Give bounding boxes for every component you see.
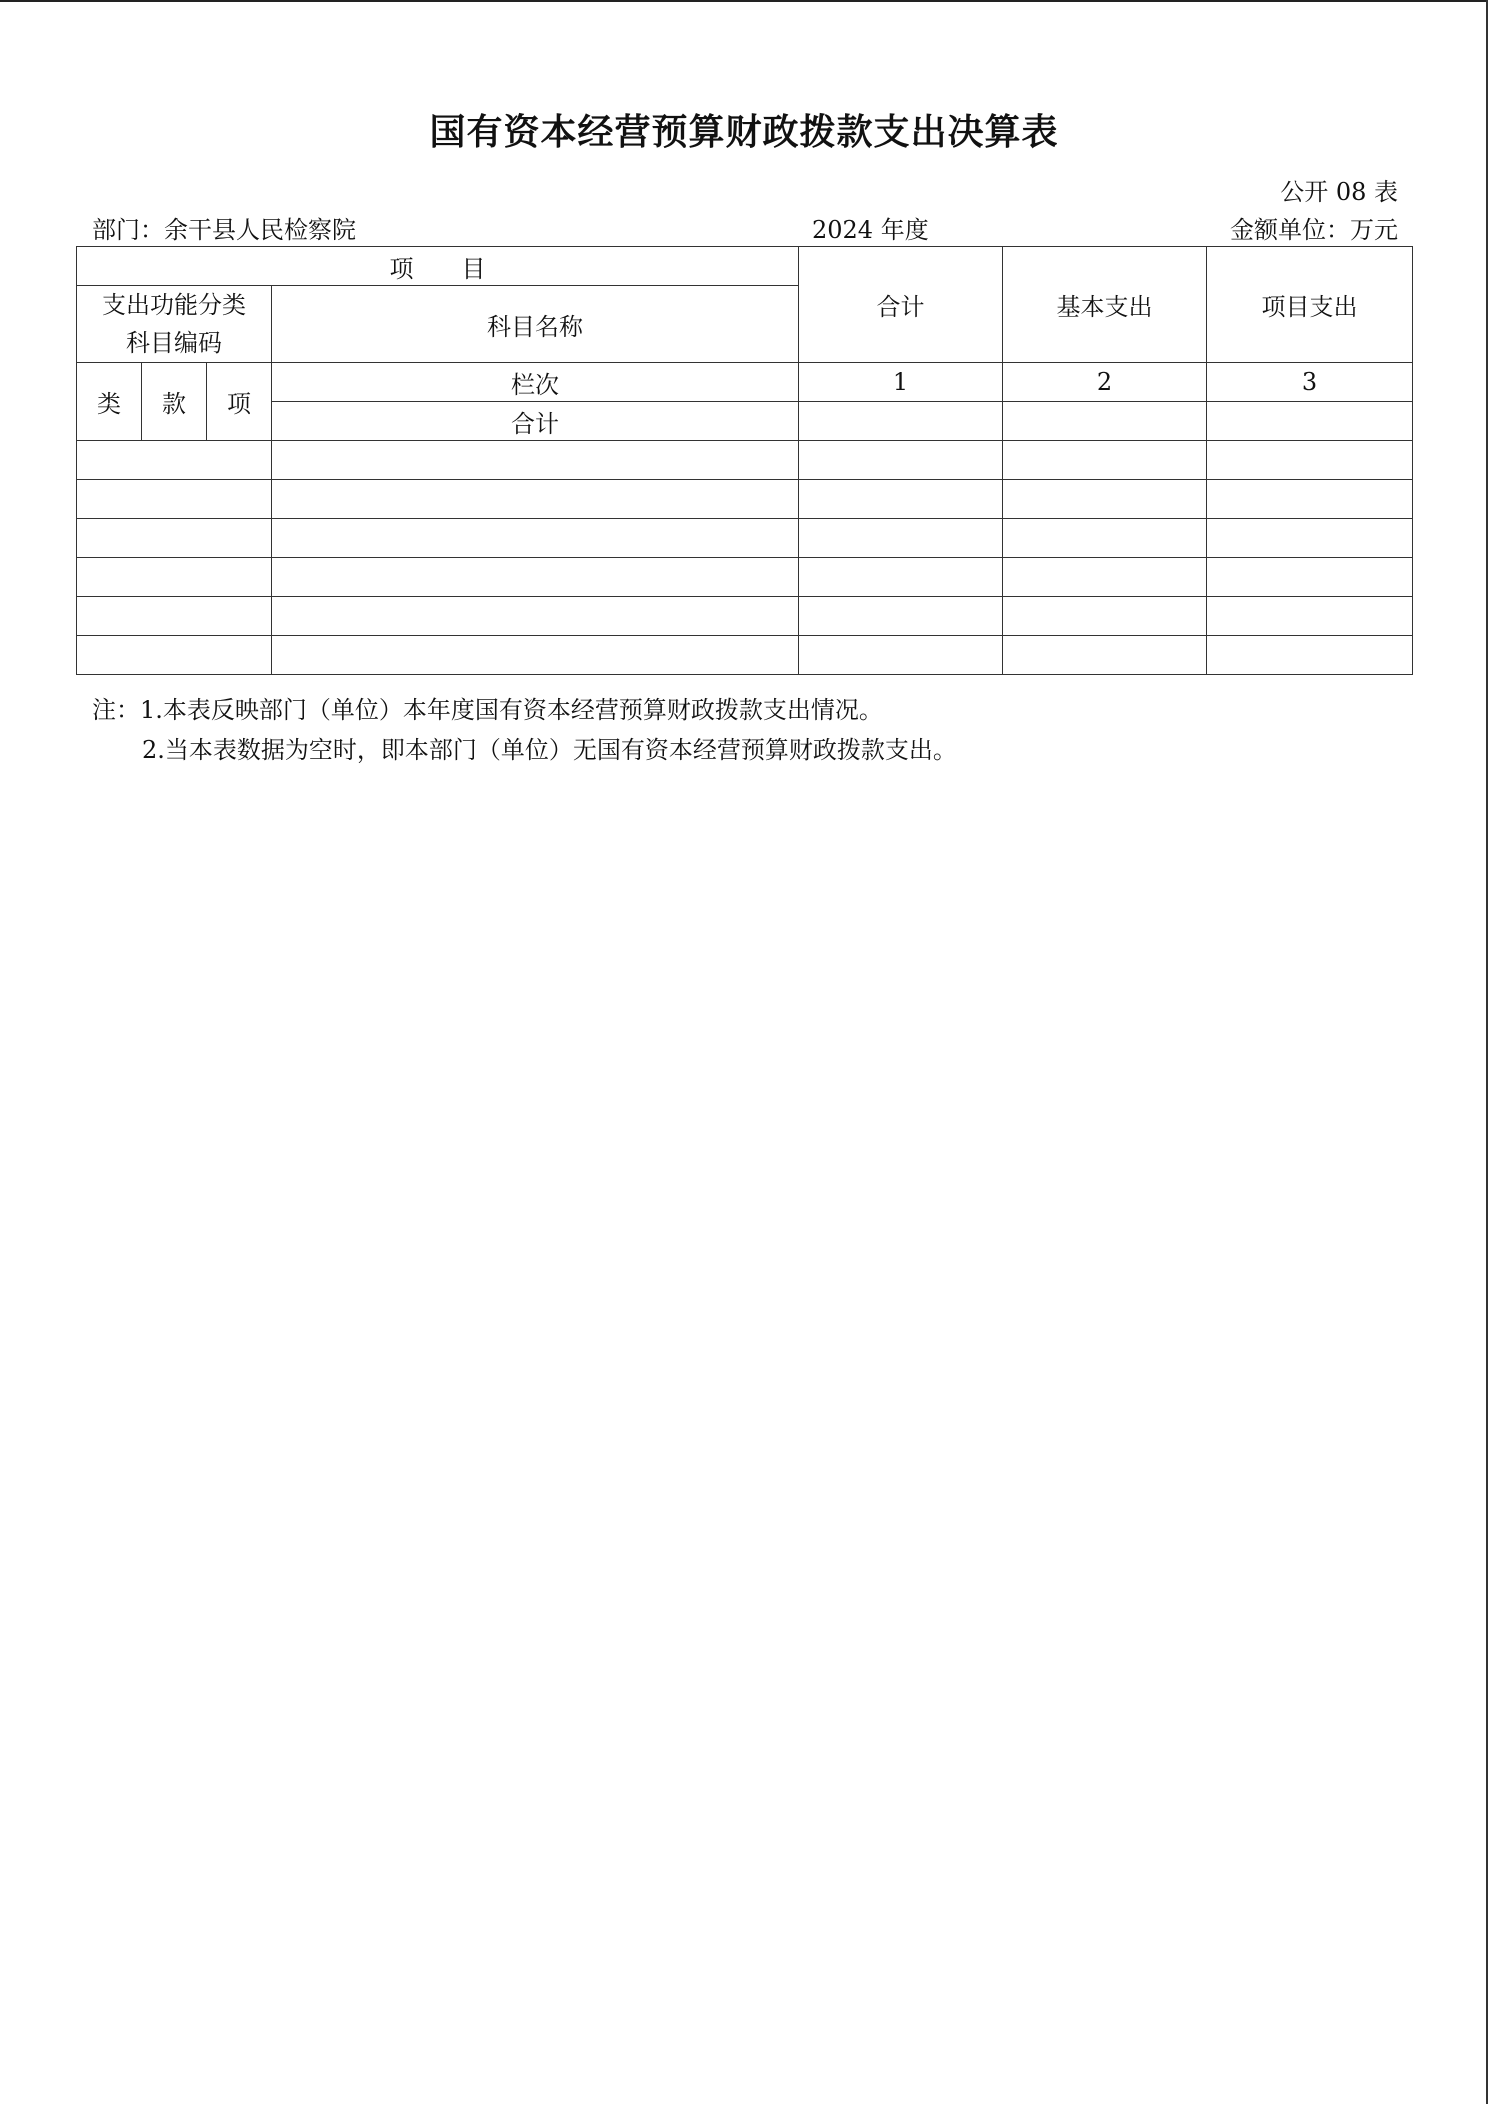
table-cell (1207, 558, 1413, 597)
table-cell (1207, 480, 1413, 519)
table-row (77, 519, 1413, 558)
total-value-cell (799, 402, 1003, 441)
total-row-label: 合计 (272, 402, 799, 441)
table-cell (1003, 519, 1207, 558)
table-cell (799, 636, 1003, 675)
header-project-expenditure: 项目支出 (1207, 247, 1413, 363)
table-cell (77, 597, 272, 636)
table-cell (77, 441, 272, 480)
header-row-1 (77, 247, 1413, 286)
column-index-3: 3 (1207, 363, 1413, 402)
column-index-1: 1 (799, 363, 1003, 402)
table-cell (799, 597, 1003, 636)
table-cell (1207, 519, 1413, 558)
row-column-numbers (77, 363, 1413, 402)
header-basic-expenditure: 基本支出 (1003, 247, 1207, 363)
table-cell (1207, 597, 1413, 636)
total-project-cell (1207, 402, 1413, 441)
header-function-code-line2: 科目编码 (126, 329, 222, 357)
table-cell (272, 480, 799, 519)
table-cell (1003, 480, 1207, 519)
table-cell (799, 558, 1003, 597)
table-row (77, 480, 1413, 519)
expenditure-table (76, 246, 1413, 675)
table-cell (1003, 558, 1207, 597)
total-basic-cell (1003, 402, 1207, 441)
column-index-label: 栏次 (272, 363, 799, 402)
top-border-line (0, 0, 1488, 2)
table-cell (1003, 441, 1207, 480)
table-cell (272, 597, 799, 636)
column-index-2: 2 (1003, 363, 1207, 402)
header-function-code-line1: 支出功能分类 (102, 291, 246, 319)
table-cell (799, 480, 1003, 519)
table-cell (272, 558, 799, 597)
table-cell (77, 519, 272, 558)
table-cell (1003, 597, 1207, 636)
sub-header-lei: 类 (77, 363, 142, 441)
header-total: 合计 (799, 247, 1003, 363)
header-subject-name: 科目名称 (272, 286, 799, 363)
header-item-cell (77, 247, 799, 286)
sub-header-kuan: 款 (142, 363, 207, 441)
table-cell (272, 441, 799, 480)
table-cell (272, 636, 799, 675)
row-total (77, 402, 1413, 441)
table-row (77, 636, 1413, 675)
amount-unit: 金额单位：万元 (1230, 216, 1398, 244)
sub-header-xiang: 项 (207, 363, 272, 441)
table-cell (77, 636, 272, 675)
table-cell (799, 441, 1003, 480)
department-label: 部门：余干县人民检察院 (92, 216, 356, 244)
table-cell (1207, 636, 1413, 675)
footnote-2: 2.当本表数据为空时，即本部门（单位）无国有资本经营预算财政拨款支出。 (142, 736, 957, 764)
table-cell (1207, 441, 1413, 480)
header-item-label: 项目 (389, 254, 534, 283)
form-code: 公开 08 表 (1280, 178, 1398, 206)
table-row (77, 558, 1413, 597)
table-cell (1003, 636, 1207, 675)
table-row (77, 441, 1413, 480)
document-title: 国有资本经营预算财政拨款支出决算表 (429, 111, 1059, 153)
table-cell (799, 519, 1003, 558)
table-cell (272, 519, 799, 558)
table-cell (77, 558, 272, 597)
footnote-1: 注：1.本表反映部门（单位）本年度国有资本经营预算财政拨款支出情况。 (92, 696, 883, 724)
fiscal-year: 2024 年度 (812, 216, 929, 244)
footnotes (92, 690, 957, 770)
table-cell (77, 480, 272, 519)
table-row (77, 597, 1413, 636)
header-function-code (77, 286, 272, 363)
